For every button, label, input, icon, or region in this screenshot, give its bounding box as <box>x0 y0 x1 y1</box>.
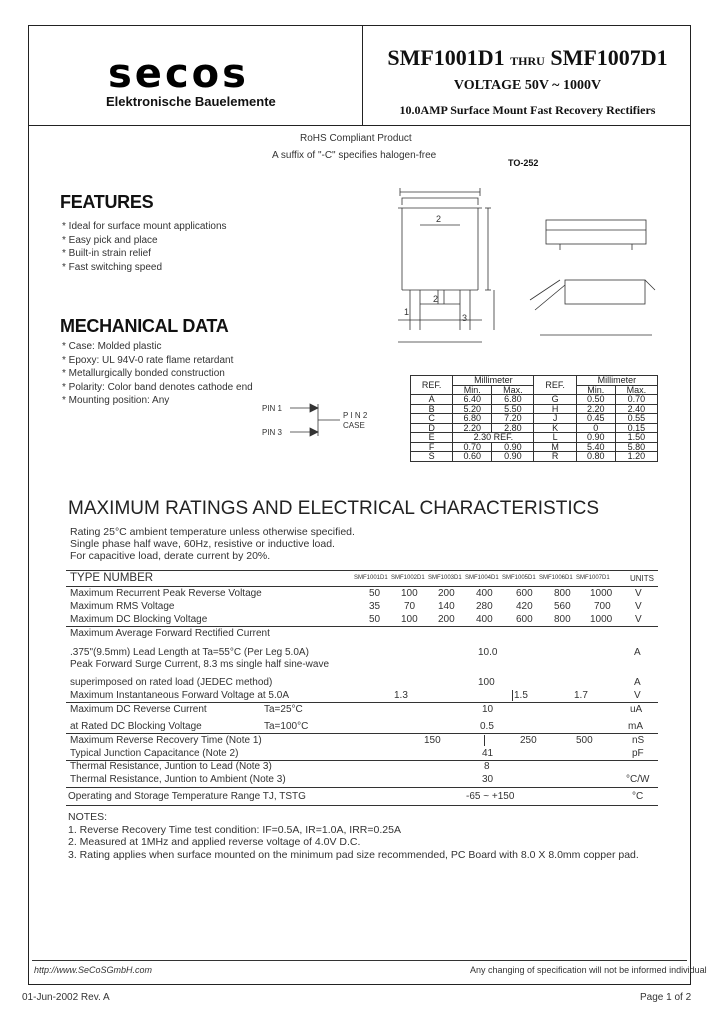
case-label: CASE <box>343 421 365 430</box>
dim-header-mm: Millimeter <box>576 376 657 386</box>
dim-cell: M <box>534 442 576 452</box>
pin-schematic <box>288 400 343 440</box>
dim-cell: 6.40 <box>453 395 492 405</box>
part-header: SMF1003D1 <box>428 575 462 581</box>
notes-title: NOTES: <box>68 811 108 823</box>
features-list <box>62 220 227 274</box>
part-title <box>365 45 690 71</box>
brand-subtitle: Elektronische Bauelemente <box>106 94 276 109</box>
value-cell: 1.3 <box>394 690 408 701</box>
type-number-label: TYPE NUMBER <box>70 572 154 584</box>
ratings-title: MAXIMUM RATINGS AND ELECTRICAL CHARACTERISTICS <box>68 498 600 519</box>
product-subtitle: 10.0AMP Surface Mount Fast Recovery Rectifiers <box>399 103 656 117</box>
value-cell: 200 <box>438 588 455 599</box>
row-label: Typical Junction Capacitance (Note 2) <box>70 748 239 759</box>
dim-cell: 5.80 <box>615 442 657 452</box>
dim-cell: 0.15 <box>615 423 657 433</box>
dim-cell: 2.80 <box>492 423 534 433</box>
value-cell: 400 <box>476 588 493 599</box>
header-divider-horizontal <box>28 125 691 126</box>
value-cell: 200 <box>438 614 455 625</box>
dim-cell: 0.45 <box>576 414 615 424</box>
condition-cell: Ta=100°C <box>264 721 309 732</box>
row-label: Operating and Storage Temperature Range TJ, TSTG <box>68 791 306 802</box>
mechanical-list <box>62 340 253 408</box>
dim-cell: F <box>411 442 453 452</box>
feature-item: * Easy pick and place <box>62 234 227 248</box>
value-cell: 10 <box>482 704 494 715</box>
dim-cell: 0 <box>576 423 615 433</box>
condition-line: Single phase half wave, 60Hz, resistive or inductive load. <box>70 538 335 550</box>
dim-cell: R <box>534 452 576 462</box>
row-label: Peak Forward Surge Current, 8.3 ms single half sine-wave <box>70 659 330 670</box>
dim-cell: 2.30 REF. <box>453 433 534 443</box>
table-rule <box>66 787 658 788</box>
row-label: Thermal Resistance, Juntion to Lead (Note 3) <box>70 761 272 772</box>
value-cell: 30 <box>482 774 494 785</box>
brand-logo: secos <box>108 51 249 97</box>
dim-header-min: Min. <box>453 385 492 395</box>
part-header: SMF1005D1 <box>502 575 536 581</box>
dim-cell: 0.70 <box>453 442 492 452</box>
unit-cell: mA <box>628 721 643 732</box>
value-cell: 8 <box>484 761 490 772</box>
row-label: Maximum Average Forward Rectified Current <box>70 628 270 639</box>
table-rule <box>66 586 658 587</box>
header-divider-vertical <box>362 25 363 125</box>
dim-cell: 6.80 <box>492 395 534 405</box>
value-cell: 800 <box>554 588 571 599</box>
pin3-label: PIN 3 <box>262 428 283 437</box>
dim-cell: 1.20 <box>615 452 657 462</box>
dim-row <box>411 442 658 452</box>
mechanical-title: MECHANICAL DATA <box>60 316 229 336</box>
part-header: SMF1007D1 <box>576 575 610 581</box>
value-cell: 400 <box>476 614 493 625</box>
unit-cell: pF <box>632 748 644 759</box>
pin2-label: P I N 2 <box>343 411 368 420</box>
dim-cell: C <box>411 414 453 424</box>
footer-url[interactable]: http://www.SeCoSGmbH.com <box>34 965 153 975</box>
value-cell: 700 <box>594 601 611 612</box>
mechanical-item: * Case: Molded plastic <box>62 340 253 354</box>
unit-cell: A <box>634 647 641 658</box>
dim-row <box>411 404 658 414</box>
title-first-part: SMF1001D1 <box>387 45 505 70</box>
package-label: TO-252 <box>508 158 539 168</box>
dim-cell: 2.40 <box>615 404 657 414</box>
condition-line: Rating 25°C ambient temperature unless otherwise specified. <box>70 526 355 538</box>
dim-row <box>411 395 658 405</box>
table-rule <box>66 805 658 806</box>
title-thru: THRU <box>510 54 545 68</box>
value-cell: 100 <box>478 677 495 688</box>
dim-cell: J <box>534 414 576 424</box>
value-cell: 100 <box>401 588 418 599</box>
value-cell: 280 <box>476 601 493 612</box>
dim-row <box>411 452 658 462</box>
value-cell: 1.5 <box>514 690 528 701</box>
value-cell: 50 <box>369 588 381 599</box>
value-cell: 10.0 <box>478 647 498 658</box>
feature-item: * Built-in strain relief <box>62 247 227 261</box>
row-label: at Rated DC Blocking Voltage <box>70 721 202 732</box>
unit-cell: V <box>634 690 641 701</box>
feature-item: * Ideal for surface mount applications <box>62 220 227 234</box>
value-cell: 150 <box>424 735 441 746</box>
ratings-conditions <box>70 526 355 562</box>
dim-row <box>411 414 658 424</box>
ratings-header-row <box>68 572 656 586</box>
unit-cell: A <box>634 677 641 688</box>
pin1-label: PIN 1 <box>262 404 283 413</box>
dim-cell: 5.40 <box>576 442 615 452</box>
dim-cell: S <box>411 452 453 462</box>
unit-cell: °C/W <box>626 774 650 785</box>
dim-cell: 6.80 <box>453 414 492 424</box>
dim-cell: 0.55 <box>615 414 657 424</box>
dim-cell: 0.50 <box>576 395 615 405</box>
dim-header-min: Min. <box>576 385 615 395</box>
unit-cell: °C <box>632 791 644 802</box>
dim-cell: H <box>534 404 576 414</box>
row-label: Thermal Resistance, Juntion to Ambient (Note 3) <box>70 774 286 785</box>
notes-block <box>68 811 639 861</box>
title-last-part: SMF1007D1 <box>550 45 668 70</box>
dim-cell: L <box>534 433 576 443</box>
footer-page: Page 1 of 2 <box>640 992 692 1003</box>
drawing-label-1: 1 <box>404 307 410 317</box>
condition-cell: Ta=25°C <box>264 704 303 715</box>
unit-cell: nS <box>632 735 645 746</box>
value-cell: 0.5 <box>480 721 494 732</box>
unit-cell: uA <box>630 704 643 715</box>
table-rule <box>66 626 658 627</box>
value-cell: 70 <box>404 601 416 612</box>
row-label: superimposed on rated load (JEDEC method) <box>70 677 273 688</box>
row-label: .375"(9.5mm) Lead Length at Ta=55°C (Per Leg 5.0A) <box>70 647 309 658</box>
dim-cell: 0.70 <box>615 395 657 405</box>
value-cell: -65 ~ +150 <box>466 791 515 802</box>
units-header: UNITS <box>630 574 654 583</box>
rohs-line: RoHS Compliant Product <box>300 133 412 144</box>
value-cell: 560 <box>554 601 571 612</box>
dim-row <box>411 423 658 433</box>
feature-item: * Fast switching speed <box>62 261 227 275</box>
dim-cell: 0.90 <box>492 452 534 462</box>
table-rule <box>66 733 658 734</box>
vf-separator <box>512 690 513 701</box>
note-item: 2. Measured at 1MHz and applied reverse voltage of 4.0V D.C. <box>68 836 361 848</box>
value-cell: 1000 <box>590 588 613 599</box>
halogen-free-line: A suffix of "-C" specifies halogen-free <box>272 150 437 161</box>
voltage-range: VOLTAGE 50V ~ 1000V <box>453 78 602 93</box>
drawing-label-3: 3 <box>462 313 468 323</box>
unit-cell: V <box>635 601 642 612</box>
dim-cell: 0.80 <box>576 452 615 462</box>
row-label: Maximum RMS Voltage <box>70 601 175 612</box>
mechanical-item: * Polarity: Color band denotes cathode end <box>62 381 253 395</box>
value-cell: 600 <box>516 588 533 599</box>
dim-header-ref: REF. <box>411 376 453 395</box>
dim-cell: 7.20 <box>492 414 534 424</box>
dimension-table <box>410 375 658 462</box>
value-cell: 140 <box>438 601 455 612</box>
row-label: Maximum Recurrent Peak Reverse Voltage <box>70 588 262 599</box>
footer-disclaimer: Any changing of specification will not be informed individual <box>470 965 707 975</box>
value-cell: 600 <box>516 614 533 625</box>
note-item: 3. Rating applies when surface mounted on the minimum pad size recommended, PC Board with 8.0 X 8.0mm copper pad. <box>68 848 639 861</box>
mechanical-item: * Mounting position: Any <box>62 394 253 408</box>
value-cell: 500 <box>576 735 593 746</box>
table-rule <box>66 702 658 703</box>
row-label: Maximum Instantaneous Forward Voltage at 5.0A <box>70 690 290 701</box>
dim-cell: 1.50 <box>615 433 657 443</box>
row-label: Maximum DC Reverse Current <box>70 704 207 715</box>
unit-cell: V <box>635 588 642 599</box>
package-outline-drawing <box>390 180 670 350</box>
note-item: 1. Reverse Recovery Time test condition: IF=0.5A, IR=1.0A, IRR=0.25A <box>68 823 401 836</box>
dim-cell: A <box>411 395 453 405</box>
dim-cell: 0.90 <box>576 433 615 443</box>
row-label: Maximum Reverse Recovery Time (Note 1) <box>70 735 262 746</box>
dim-cell: E <box>411 433 453 443</box>
trr-separator <box>484 735 485 746</box>
dim-header-max: Max. <box>492 385 534 395</box>
table-rule <box>66 570 658 571</box>
dim-cell: G <box>534 395 576 405</box>
value-cell: 35 <box>369 601 381 612</box>
dim-cell: K <box>534 423 576 433</box>
drawing-label-2b: 2 <box>433 294 439 304</box>
value-cell: 50 <box>369 614 381 625</box>
value-cell: 1.7 <box>574 690 588 701</box>
dim-header-ref: REF. <box>534 376 576 395</box>
features-title: FEATURES <box>60 192 154 212</box>
row-label: Maximum DC Blocking Voltage <box>70 614 208 625</box>
part-header: SMF1002D1 <box>391 575 425 581</box>
dim-cell: B <box>411 404 453 414</box>
value-cell: 420 <box>516 601 533 612</box>
dim-cell: 0.90 <box>492 442 534 452</box>
value-cell: 800 <box>554 614 571 625</box>
mechanical-item: * Metallurgically bonded construction <box>62 367 253 381</box>
value-cell: 1000 <box>590 614 613 625</box>
unit-cell: V <box>635 614 642 625</box>
dim-cell: 5.20 <box>453 404 492 414</box>
value-cell: 41 <box>482 748 494 759</box>
dim-header-mm: Millimeter <box>453 376 534 386</box>
dim-header-max: Max. <box>615 385 657 395</box>
value-cell: 250 <box>520 735 537 746</box>
value-cell: 100 <box>401 614 418 625</box>
drawing-label-2: 2 <box>436 214 442 224</box>
dim-cell: 2.20 <box>453 423 492 433</box>
dim-row <box>411 433 658 443</box>
part-header: SMF1004D1 <box>465 575 499 581</box>
footer-rule <box>32 960 687 961</box>
condition-line: For capacitive load, derate current by 20%. <box>70 550 271 562</box>
part-header: SMF1006D1 <box>539 575 573 581</box>
dim-cell: 2.20 <box>576 404 615 414</box>
dim-cell: D <box>411 423 453 433</box>
dim-cell: 0.60 <box>453 452 492 462</box>
part-header: SMF1001D1 <box>354 575 388 581</box>
mechanical-item: * Epoxy: UL 94V-0 rate flame retardant <box>62 354 253 368</box>
dim-cell: 5.50 <box>492 404 534 414</box>
footer-date: 01-Jun-2002 Rev. A <box>22 992 110 1003</box>
